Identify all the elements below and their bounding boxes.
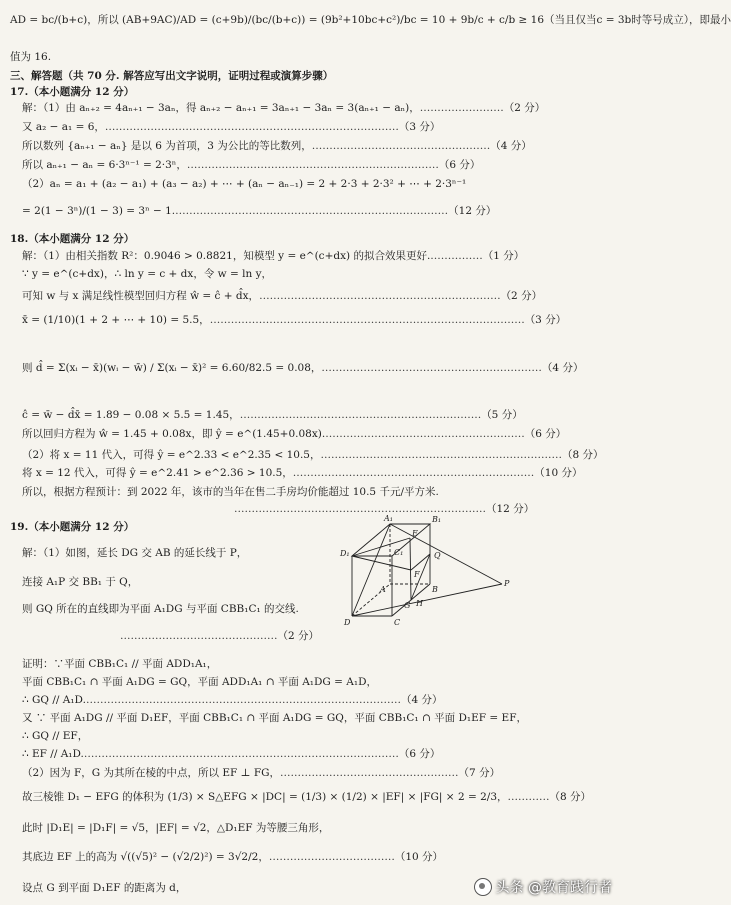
label-Q: Q <box>434 551 441 560</box>
text: 所以回归方程为 ŵ = 1.45 + 0.08x，即 ŷ = e^(1.45+0.08x). <box>22 428 326 440</box>
text-line: 所以数列 {aₙ₊₁ − aₙ} 是以 6 为首项，3 为公比的等比数列，……………………………………………（4 分） <box>22 140 532 152</box>
score: （3 分） <box>398 121 441 133</box>
text-line: = 2(1 − 3ⁿ)/(1 − 3) = 3ⁿ − 1.……………………………………………………………………（12 分） <box>22 205 497 217</box>
construction-line <box>352 556 411 570</box>
top-face <box>352 524 430 556</box>
text: 将 x = 12 代入，可得 ŷ = e^2.41 > e^2.36 > 10.5， <box>22 467 293 479</box>
text-line: 解：（1）由相关指数 R²：0.9046 > 0.8821，知模型 y = e^(c+dx) 的拟合效果更好.……………（1 分） <box>22 250 525 262</box>
text-line: ………………………………………（2 分） <box>120 630 320 642</box>
text-line: x̄ = (1/10)(1 + 2 + ⋯ + 10) = 5.5，………………………………………………………………………………（3 分） <box>22 314 567 326</box>
text-line: ĉ = w̄ − d̂x̄ = 1.89 − 0.08 × 5.5 = 1.45，……………………………………………………………（5 分） <box>22 409 523 421</box>
text-line: 又 ∵ 平面 A₁DG // 平面 D₁EF，平面 CBB₁C₁ ∩ 平面 A₁DG = GQ，平面 CBB₁C₁ ∩ 平面 D₁EF = EF， <box>22 712 527 724</box>
score: （12 分） <box>486 503 535 515</box>
text-line: ∴ EF // A₁D.………………………………………………………………………………（6 分） <box>22 748 441 760</box>
label-H: H <box>416 599 423 608</box>
text-line: 解：（1）由 aₙ₊₂ = 4aₙ₊₁ − 3aₙ，得 aₙ₊₂ − aₙ₊₁ = 3aₙ₊₁ − 3aₙ = 3(aₙ₊₁ − aₙ)，……………………（2 分） <box>22 102 546 114</box>
label-F: F <box>414 570 420 579</box>
text-line: 可知 w 与 x 满足线性模型回归方程 ŵ = ĉ + d̂x，……………………………………………………………（2 分） <box>22 290 543 302</box>
text: 所以数列 {aₙ₊₁ − aₙ} 是以 6 为首项，3 为公比的等比数列， <box>22 140 312 152</box>
text: （2）因为 F，G 为其所在棱的中点，所以 EF ⊥ FG， <box>22 767 281 779</box>
label-P: P <box>504 579 510 588</box>
text: 解：（1）由相关指数 R²：0.9046 > 0.8821，知模型 y = e^(c+dx) 的拟合效果更好. <box>22 250 431 262</box>
text-line: 所以 aₙ₊₁ − aₙ = 6·3ⁿ⁻¹ = 2·3ⁿ，………………………………………………………………（6 分） <box>22 159 481 171</box>
text-line: 故三棱锥 D₁ − EFG 的体积为 (1/3) × S△EFG × |DC| = (1/3) × (1/2) × |EF| × |FG| × 2 = 2/3，…………（8 分） <box>22 791 592 803</box>
construction-line <box>410 538 411 600</box>
text-line: 值为 16. <box>10 51 52 63</box>
question-heading: 19.（本小题满分 12 分） <box>10 521 135 533</box>
score: （3 分） <box>524 314 567 326</box>
text: 解：（1）由 aₙ₊₂ = 4aₙ₊₁ − 3aₙ，得 aₙ₊₂ − aₙ₊₁ = 3aₙ₊₁ − 3aₙ = 3(aₙ₊₁ − aₙ)， <box>22 102 420 114</box>
score: （2 分） <box>277 630 320 642</box>
score: （12 分） <box>448 205 497 217</box>
score: （6 分） <box>438 159 481 171</box>
label-B1: B₁ <box>432 515 442 524</box>
label-C: C <box>394 618 401 627</box>
score: （10 分） <box>394 851 444 863</box>
score: （8 分） <box>549 791 592 803</box>
text-line: ∵ y = e^(c+dx)，∴ ln y = c + dx，令 w = ln y， <box>22 268 273 280</box>
text: ∴ EF // A₁D. <box>22 748 84 760</box>
label-E: E <box>412 529 418 538</box>
text: 所以 aₙ₊₁ − aₙ = 6·3ⁿ⁻¹ = 2·3ⁿ， <box>22 159 187 171</box>
watermark <box>474 877 612 897</box>
construction-line <box>352 584 502 616</box>
text: 故三棱锥 D₁ − EFG 的体积为 (1/3) × S△EFG × |DC| = (1/3) × (1/2) × |EF| × |FG| × 2 = 2/3， <box>22 791 508 803</box>
text: ∴ GQ // A₁D. <box>22 694 86 706</box>
question-heading: 18.（本小题满分 12 分） <box>10 233 135 245</box>
text-line: 所以，根据方程预计：到 2022 年，该市的当年在售二手房均价能超过 10.5 千元/平方米. <box>22 486 439 498</box>
text-line: （2）因为 F，G 为其所在棱的中点，所以 EF ⊥ FG，……………………………………………（7 分） <box>22 767 501 779</box>
text-line: 解：（1）如图，延长 DG 交 AB 的延长线于 P， <box>22 547 248 559</box>
text: x̄ = (1/10)(1 + 2 + ⋯ + 10) = 5.5， <box>22 314 210 326</box>
text-line: AD = bc/(b+c)，所以 (AB+9AC)/AD = (c+9b)/(bc/(b+c)) = (9b²+10bc+c²)/bc = 10 + 9b/c + c/b ≥ 16（当且仅当c = 3b时等号成立），即最小 <box>10 14 731 26</box>
label-D: D <box>344 618 351 627</box>
account-icon <box>474 878 492 896</box>
watermark-text: 头条 @教育践行者 <box>495 880 612 896</box>
score: （6 分） <box>524 428 567 440</box>
text-line: （2）将 x = 11 代入，可得 ŷ = e^2.33 < e^2.35 < 10.5，……………………………………………………………（8 分） <box>22 449 604 461</box>
score: （2 分） <box>503 102 546 114</box>
text: 其底边 EF 上的高为 √((√5)² − (√2/2)²) = 3√2/2， <box>22 851 269 863</box>
text-line: 证明：∵平面 CBB₁C₁ // 平面 ADD₁A₁， <box>22 658 218 670</box>
construction-line <box>352 524 390 616</box>
label-C1: C₁ <box>394 548 404 557</box>
score: （6 分） <box>398 748 441 760</box>
label-A: A <box>380 585 386 594</box>
text: （2）将 x = 11 代入，可得 ŷ = e^2.33 < e^2.35 < 10.5， <box>22 449 321 461</box>
label-D1: D₁ <box>340 549 350 558</box>
text: ĉ = w̄ − d̂x̄ = 1.89 − 0.08 × 5.5 = 1.45， <box>22 409 240 421</box>
text-line: 此时 |D₁E| = |D₁F| = √5，|EF| = √2，△D₁EF 为等腰三角形， <box>22 822 330 834</box>
text-line: 其底边 EF 上的高为 √((√5)² − (√2/2)²) = 3√2/2，………………………………（10 分） <box>22 851 444 863</box>
score: （4 分） <box>400 694 443 706</box>
score: （2 分） <box>500 290 543 302</box>
text: 又 a₂ − a₁ = 6， <box>22 121 105 133</box>
question-heading: 17.（本小题满分 12 分） <box>10 86 135 98</box>
cube-diagram <box>338 512 518 630</box>
score: （7 分） <box>458 767 501 779</box>
text-line: 则 d̂ = Σ(xᵢ − x̄)(wᵢ − w̄) / Σ(xᵢ − x̄)² = 6.60/82.5 = 0.08，………………………………………………………（4 分） <box>22 362 584 374</box>
text-line: ………………………………………………………………（12 分） <box>234 503 535 515</box>
text-line: 连接 A₁P 交 BB₁ 于 Q， <box>22 576 139 588</box>
text-line: 所以回归方程为 ŵ = 1.45 + 0.08x，即 ŷ = e^(1.45+0.08x).…………………………………………………（6 分） <box>22 428 567 440</box>
text-line: 又 a₂ − a₁ = 6，…………………………………………………………………………（3 分） <box>22 121 441 133</box>
label-B: B <box>432 585 438 594</box>
score: （1 分） <box>482 250 525 262</box>
construction-line <box>390 524 502 584</box>
score: （8 分） <box>561 449 604 461</box>
score: （4 分） <box>541 362 584 374</box>
text: 可知 w 与 x 满足线性模型回归方程 ŵ = ĉ + d̂x， <box>22 290 260 302</box>
section-heading: 三、解答题（共 70 分. 解答应写出文字说明，证明过程或演算步骤） <box>10 70 334 82</box>
text-line: ∴ GQ // EF， <box>22 730 89 742</box>
text-line: ∴ GQ // A₁D.………………………………………………………………………………（4 分） <box>22 694 443 706</box>
label-G: G <box>404 601 411 610</box>
score: （10 分） <box>534 467 583 479</box>
text-line: 设点 G 到平面 D₁EF 的距离为 d， <box>22 882 187 894</box>
text: 则 d̂ = Σ(xᵢ − x̄)(wᵢ − w̄) / Σ(xᵢ − x̄)² = 6.60/82.5 = 0.08， <box>22 362 322 374</box>
score: （5 分） <box>481 409 523 421</box>
score: （4 分） <box>490 140 532 152</box>
text-line: （2）aₙ = a₁ + (a₂ − a₁) + (a₃ − a₂) + ⋯ + (aₙ − aₙ₋₁) = 2 + 2·3 + 2·3² + ⋯ + 2·3ⁿ⁻¹ <box>22 178 467 190</box>
label-A1: A₁ <box>384 514 393 523</box>
text-line: 则 GQ 所在的直线即为平面 A₁DG 与平面 CBB₁C₁ 的交线. <box>22 603 299 615</box>
text-line: 将 x = 12 代入，可得 ŷ = e^2.41 > e^2.36 > 10.5，……………………………………………………………（10 分） <box>22 467 583 479</box>
text-line: 平面 CBB₁C₁ ∩ 平面 A₁DG = GQ，平面 ADD₁A₁ ∩ 平面 A₁DG = A₁D， <box>22 676 377 688</box>
text: = 2(1 − 3ⁿ)/(1 − 3) = 3ⁿ − 1. <box>22 205 176 217</box>
